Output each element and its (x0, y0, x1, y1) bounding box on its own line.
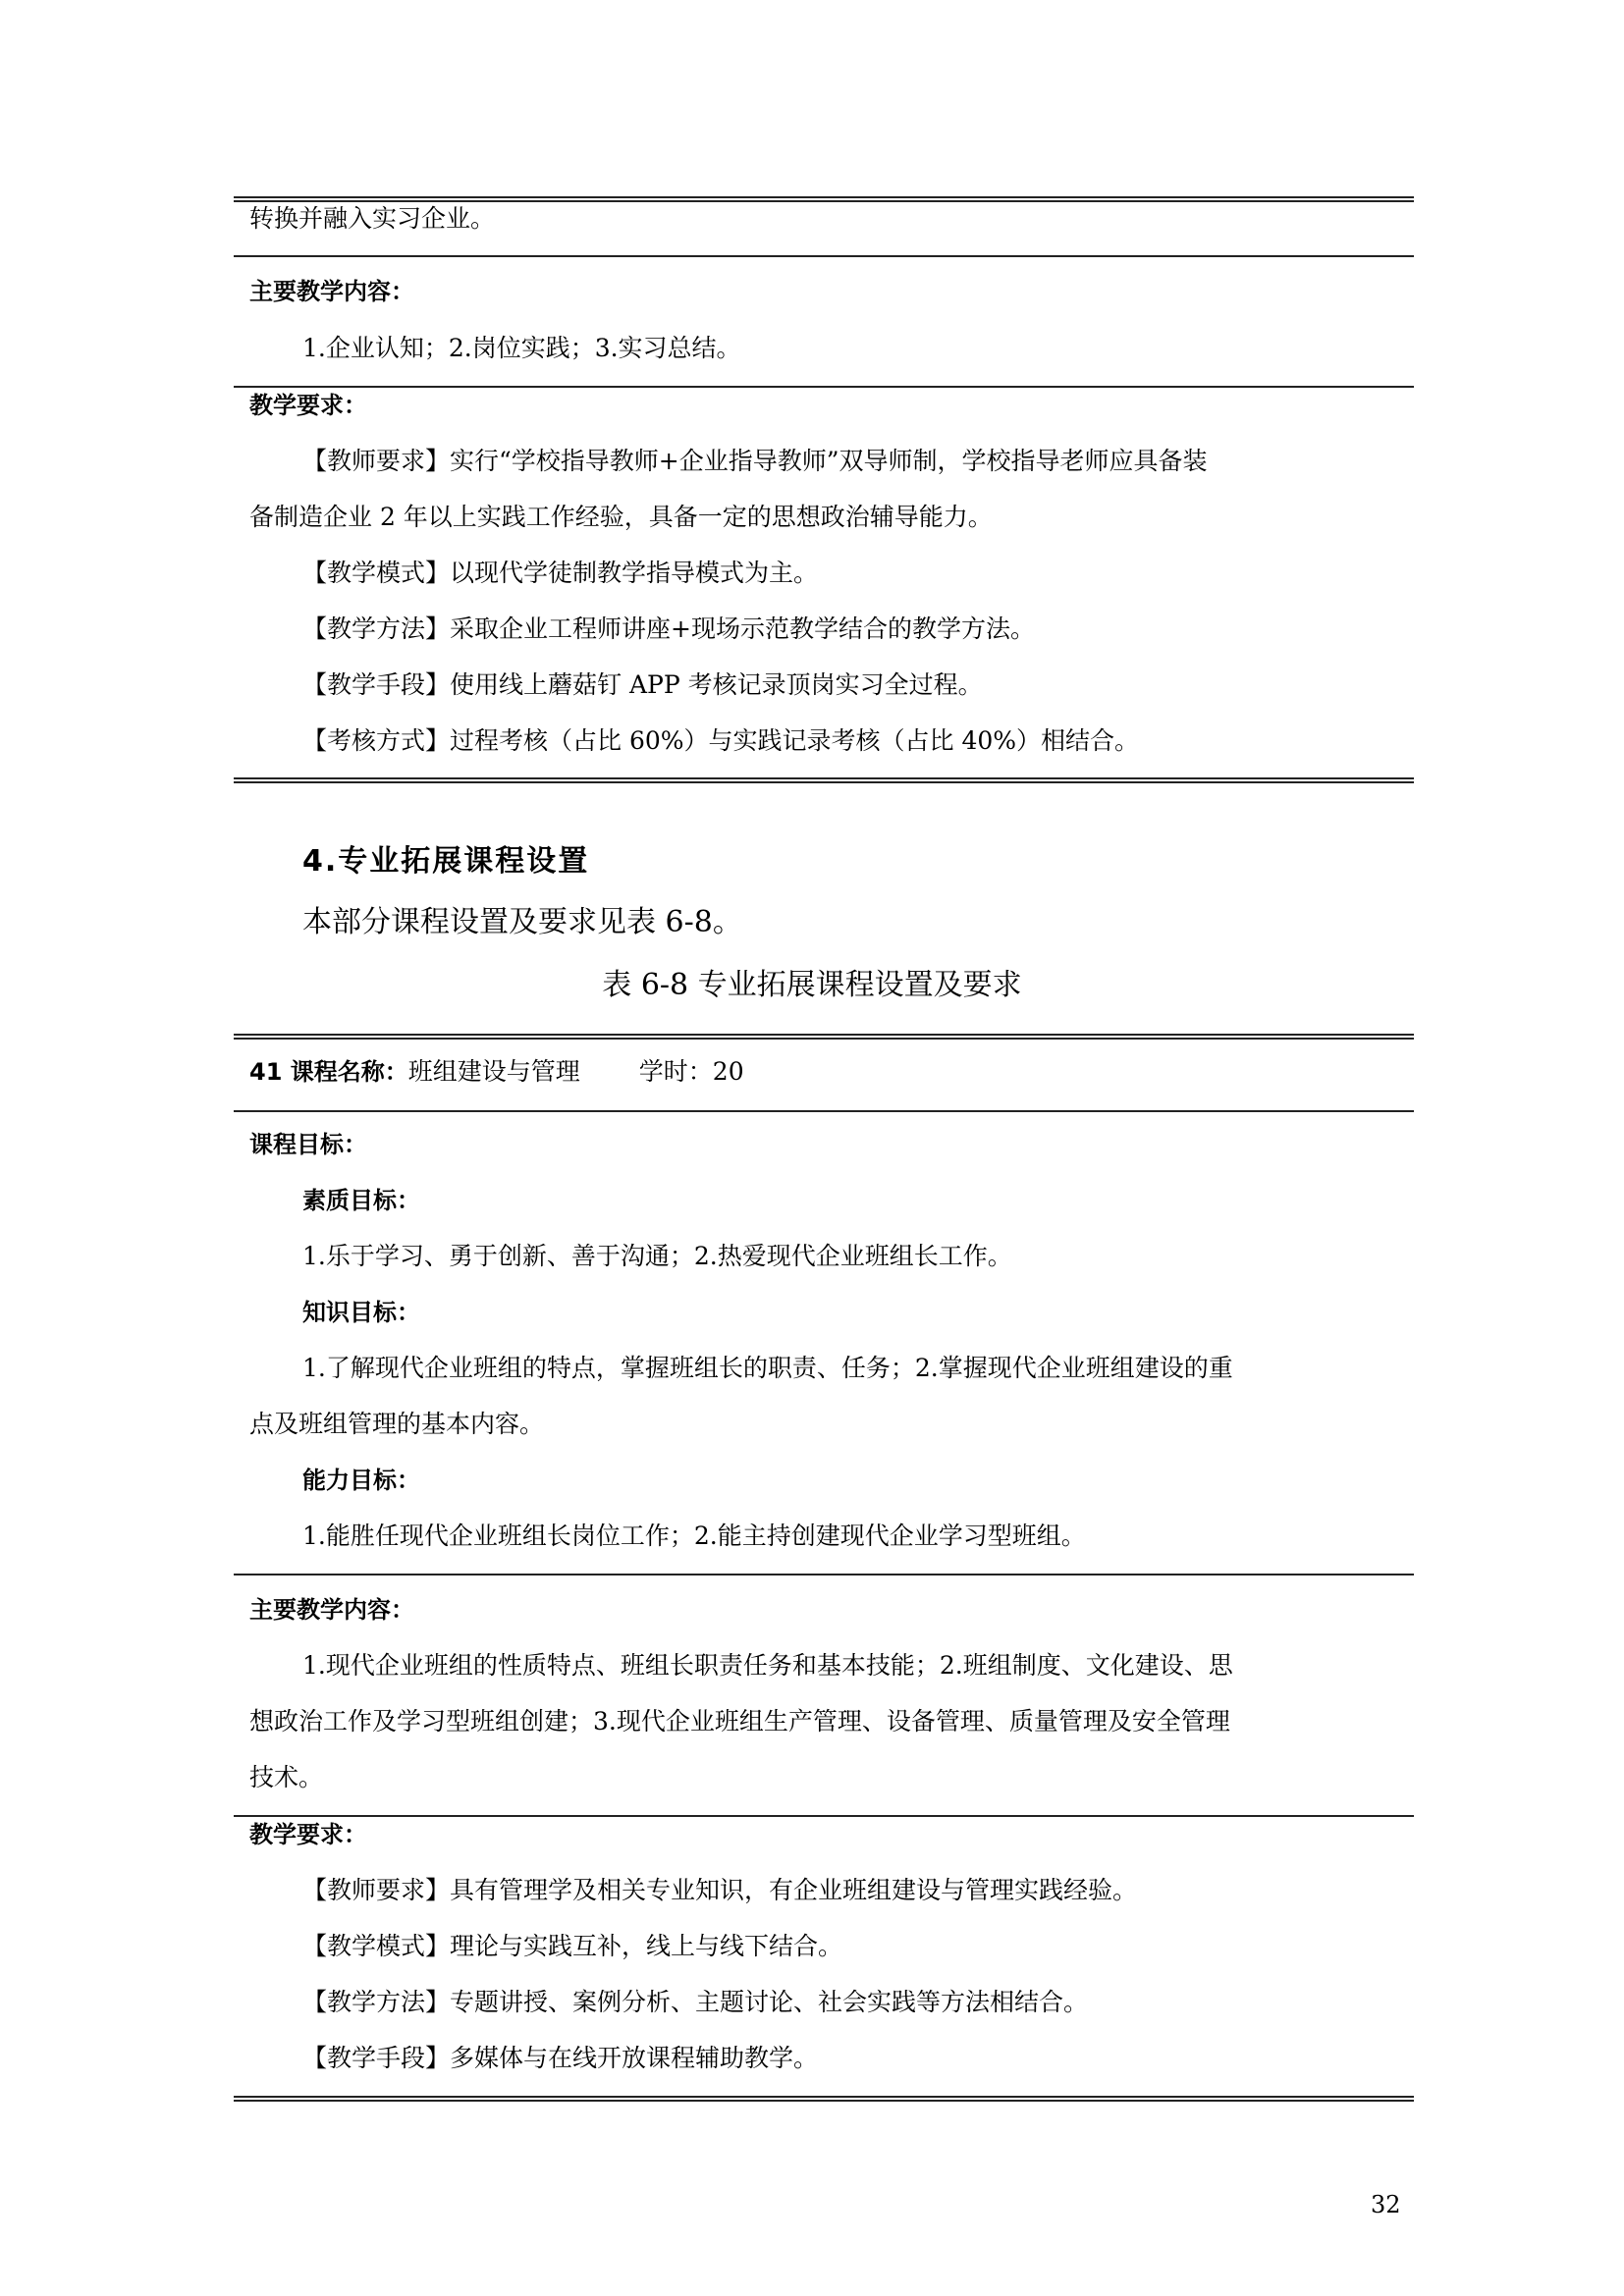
req-teacher: 【教师要求】具有管理学及相关专业知识，有企业班组建设与管理实践经验。 (302, 1876, 1138, 1904)
carryover-text: 转换并融入实习企业。 (249, 204, 496, 233)
content-heading: 主要教学内容： (249, 1596, 414, 1624)
hours-value: 20 (712, 1057, 744, 1086)
knowledge-heading: 知识目标： (302, 1299, 420, 1326)
req-means: 【教学手段】多媒体与在线开放课程辅助教学。 (302, 2044, 819, 2072)
course-label: 41 课程名称： (249, 1058, 408, 1086)
table-caption: 表 6-8 专业拓展课程设置及要求 (602, 968, 1022, 1002)
knowledge-text-line1: 1.了解现代企业班组的特点，掌握班组长的职责、任务；2.掌握现代企业班组建设的重 (302, 1354, 1233, 1382)
page-number: 32 (1371, 2191, 1401, 2218)
content-heading: 主要教学内容： (249, 278, 414, 305)
content-text-line1: 1.现代企业班组的性质特点、班组长职责任务和基本技能；2.班组制度、文化建设、思 (302, 1651, 1233, 1680)
table-bottom-rule (234, 2096, 1414, 2102)
requirements-heading: 教学要求： (249, 392, 367, 419)
requirements-heading: 教学要求： (249, 1821, 367, 1848)
req-assessment: 【考核方式】过程考核（占比 60%）与实践记录考核（占比 40%）相结合。 (302, 726, 1140, 755)
row-divider (234, 255, 1414, 257)
row-divider (234, 1110, 1414, 1112)
req-mode: 【教学模式】以现代学徒制教学指导模式为主。 (302, 559, 819, 587)
knowledge-text-line2: 点及班组管理的基本内容。 (249, 1410, 545, 1438)
hours-label: 学时： (638, 1057, 713, 1086)
quality-heading: 素质目标： (302, 1187, 420, 1214)
row-divider (234, 386, 1414, 388)
ability-text: 1.能胜任现代企业班组长岗位工作；2.能主持创建现代企业学习型班组。 (302, 1522, 1086, 1550)
content-text-line3: 技术。 (249, 1763, 324, 1791)
course-title-row (249, 1055, 744, 1089)
ability-heading: 能力目标： (302, 1467, 420, 1494)
section-intro: 本部分课程设置及要求见表 6-8。 (302, 905, 742, 939)
content-text: 1.企业认知；2.岗位实践；3.实习总结。 (302, 334, 741, 362)
section-heading: 4.专业拓展课程设置 (302, 844, 590, 879)
req-method: 【教学方法】采取企业工程师讲座+现场示范教学结合的教学方法。 (302, 614, 1035, 643)
table-bottom-rule (234, 777, 1414, 783)
table-top-rule (234, 1034, 1414, 1040)
goal-heading: 课程目标： (249, 1131, 367, 1158)
req-method: 【教学方法】专题讲授、案例分析、主题讨论、社会实践等方法相结合。 (302, 1988, 1089, 2016)
course-name: 班组建设与管理 (407, 1057, 580, 1086)
quality-text: 1.乐于学习、勇于创新、善于沟通；2.热爱现代企业班组长工作。 (302, 1242, 1012, 1270)
row-divider (234, 1574, 1414, 1575)
req-teacher-line2: 备制造企业 2 年以上实践工作经验，具备一定的思想政治辅导能力。 (249, 503, 993, 531)
req-mode: 【教学模式】理论与实践互补，线上与线下结合。 (302, 1932, 843, 1960)
req-means: 【教学手段】使用线上蘑菇钉 APP 考核记录顶岗实习全过程。 (302, 670, 983, 699)
content-text-line2: 想政治工作及学习型班组创建；3.现代企业班组生产管理、设备管理、质量管理及安全管理 (249, 1707, 1230, 1735)
row-divider (234, 1815, 1414, 1817)
req-teacher-line1: 【教师要求】实行“学校指导教师+企业指导教师”双导师制，学校指导老师应具备装 (302, 447, 1208, 475)
